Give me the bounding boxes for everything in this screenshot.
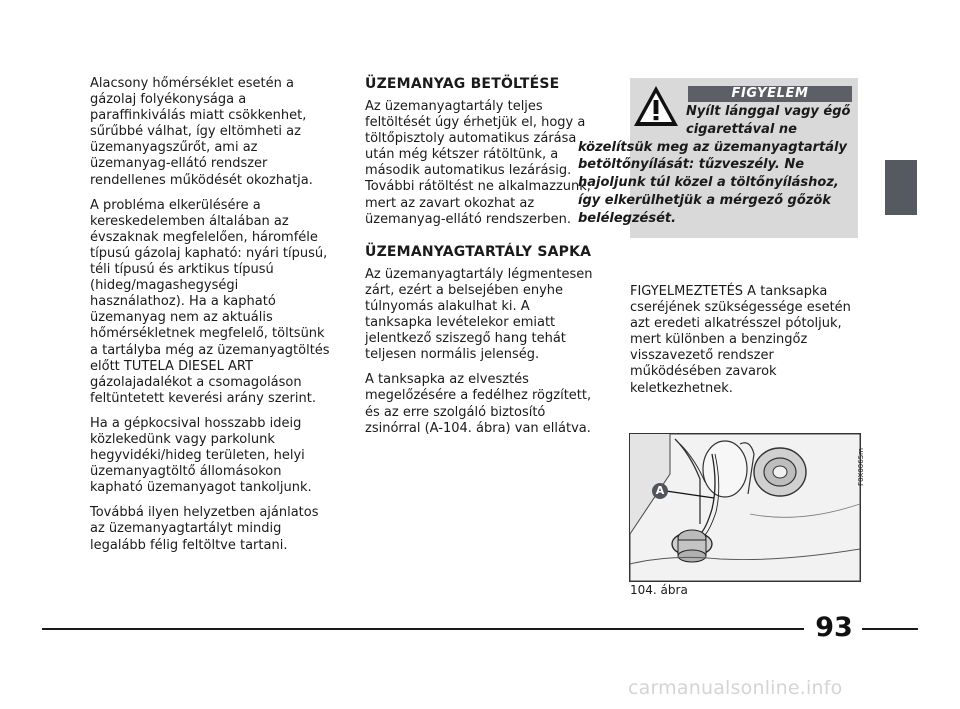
warning-title: FIGYELEM <box>688 86 852 102</box>
paragraph: Továbbá ilyen helyzetben ajánlatos az üzemanyagtartályt mindig legalább félig feltöltve tartani. <box>90 505 319 553</box>
paragraph: A tanksapka az elvesztés megelőzésére a fedélhez rögzített, és az erre szolgáló biztosító zsinórral (A-104. ábra) van ellátva. <box>365 372 592 436</box>
figure-label-a: A <box>655 484 665 497</box>
page-number: 93 <box>815 612 853 643</box>
section-heading-fuel-cap: ÜZEMANYAGTARTÁLY SAPKA <box>365 243 592 260</box>
paragraph: Az üzemanyagtartály teljes feltöltését úgy érhetjük el, hogy a töltőpisztoly automatikus zárása után még kétszer rátöltünk, a második automatikus lezárásig. További rátöltést ne alkalmazzunk, mert az zavart okozhat az üzemanyag-ellátó rendszerben. <box>365 99 591 227</box>
footer-rule-right <box>862 628 918 630</box>
section-tab-marker <box>885 160 917 215</box>
watermark: carmanualsonline.info <box>628 677 843 699</box>
figure-fuel-cap-photo <box>629 433 861 582</box>
footer-rule-left <box>42 628 804 630</box>
warning-box <box>578 78 858 238</box>
figure-caption: 104. ábra <box>630 583 688 597</box>
column-2 <box>365 76 595 446</box>
figure-code: F0X0065m <box>857 448 865 486</box>
warning-line-2: cigarettával ne <box>686 121 797 137</box>
paragraph: Az üzemanyagtartály légmentesen zárt, ezért a belsejében enyhe túlnyomás alakulhat ki. A tanksapka levételekor emiatt jelentkező sziszegő hang tehát teljesen normális jelenség. <box>365 266 593 363</box>
warning-line-1: Nyílt lánggal vagy égő <box>686 104 851 119</box>
column-1 <box>90 76 335 563</box>
paragraph: A probléma elkerülésére a kereskedelemben általában az évszaknak megfelelően, háromféle típusú gázolaj kapható: nyári típusú, téli típusú és arktikus típusú (hideg/magashegységi használathoz). Ha a kapható üzemanyag nem az aktuális hőmérsékletnek megfelelő, töltsünk a tartályba még az üzemanyagtöltés előtt TUTELA DIESEL ART gázolajadalékot a csomagoláson feltüntetett keverési arány szerint. <box>90 197 330 406</box>
note-text: FIGYELMEZTETÉS A tanksapka cseréjének szükségessége esetén azt eredeti alkatrésszel pótoljuk, mert különben a benzingőz visszavezető rendszer működésében zavarok keletkezhetnek. <box>630 284 851 396</box>
paragraph: Alacsony hőmérséklet esetén a gázolaj folyékonysága a paraffinkiválás miatt csökkenhet, sűrűbbé válhat, így eltömheti az üzemanyagszűrőt, ami az üzemanyag-ellátó rendszer rendellenes működését okozhatja. <box>90 76 313 188</box>
fuel-filler-illustration <box>630 434 860 581</box>
warning-line-rest: közelítsük meg az üzemanyagtartály betöltőnyílását: tűzveszély. Ne hajoljunk túl közel a töltőnyíláshoz, így elkerülhetjük a mérgező gőzök belélegzését. <box>578 139 847 226</box>
warning-text <box>578 103 854 228</box>
column-3-note <box>630 284 860 406</box>
paragraph: Ha a gépkocsival hosszabb ideig közlekedünk vagy parkolunk hegyvidéki/hideg területen, helyi üzemanyagtöltő állomásokon kapható üzemanyagot tankoljunk. <box>90 415 312 496</box>
section-heading-fueling: ÜZEMANYAG BETÖLTÉSE <box>365 76 560 92</box>
